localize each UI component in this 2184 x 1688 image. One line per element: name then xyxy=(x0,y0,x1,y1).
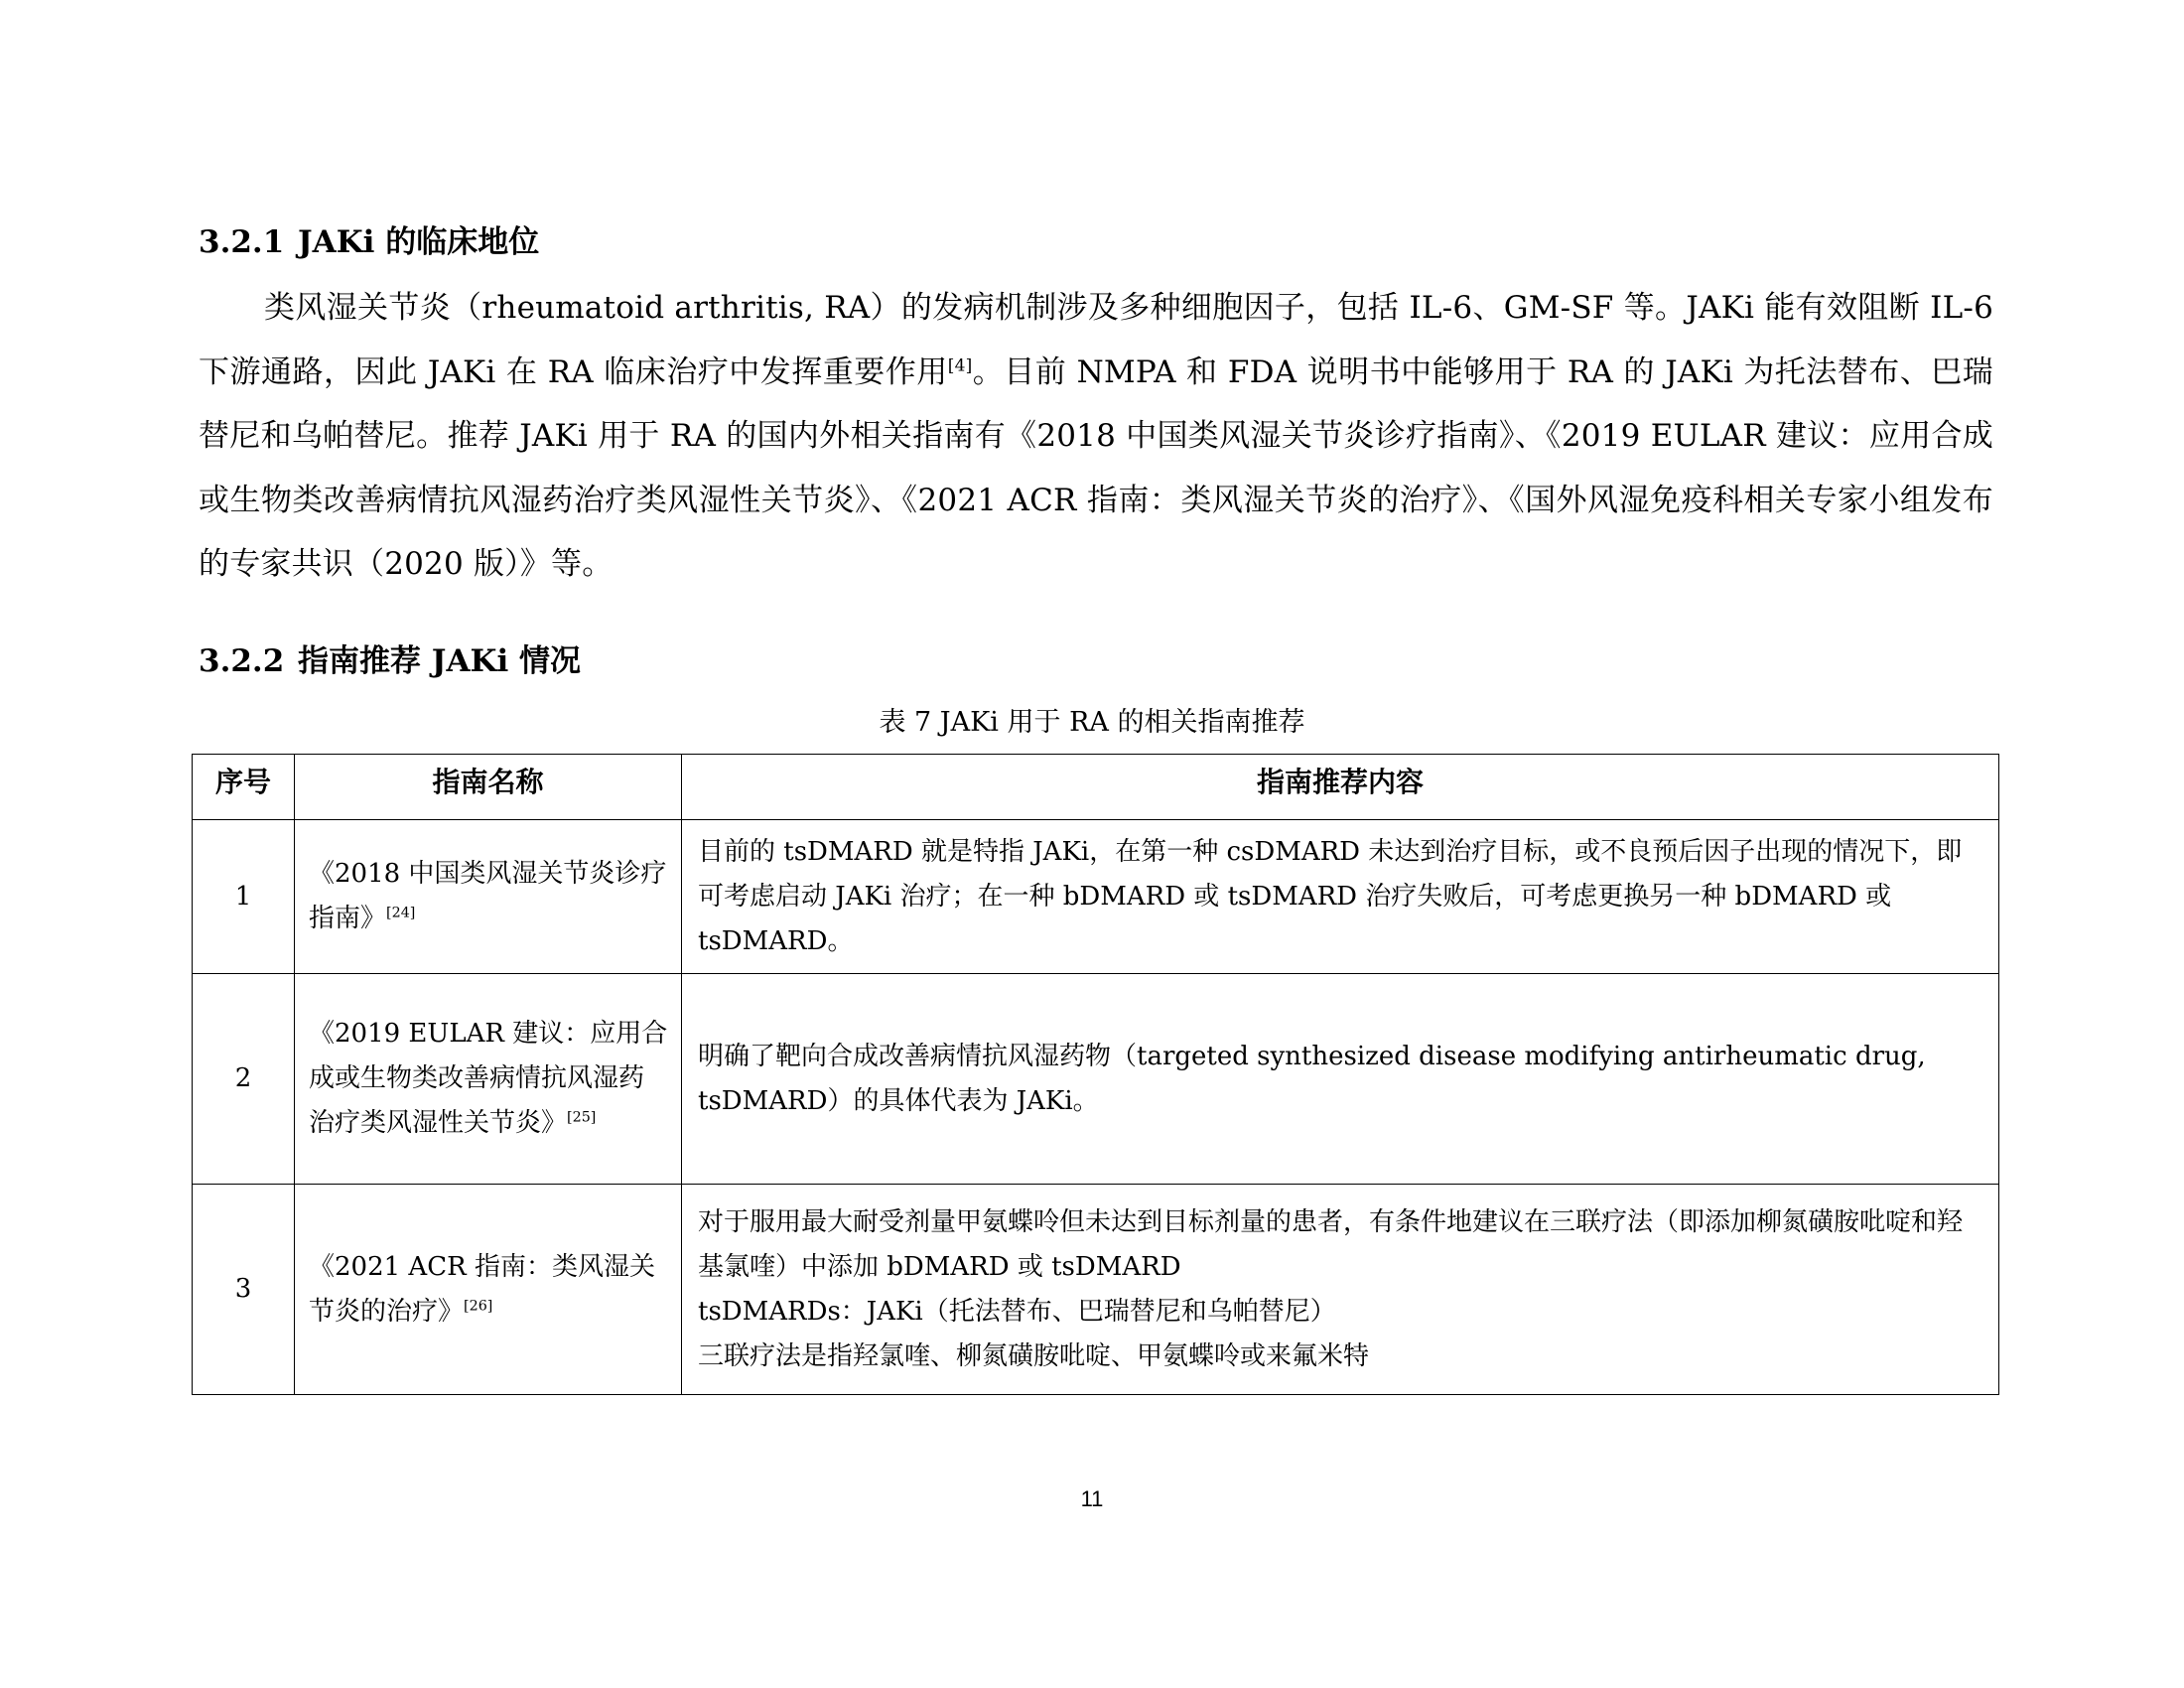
paragraph-text: 类风湿关节炎（rheumatoid arthritis, RA）的发病机制涉及多种细胞因子，包括 IL-6、GM-SF 等。JAKi 能有效阻断 IL-6 下游通路，因此 JAKi 在 RA 临床治疗中发挥重要作用 xyxy=(199,290,1993,390)
guideline-content xyxy=(682,820,1999,974)
content-line: 对于服用最大耐受剂量甲氨蝶呤但未达到目标剂量的患者，有条件地建议在三联疗法（即添加柳氮磺胺吡啶和羟基氯喹）中添加 bDMARD 或 tsDMARD xyxy=(698,1206,1964,1282)
section-title: JAKi 的临床地位 xyxy=(298,224,540,260)
row-index: 3 xyxy=(193,1185,295,1395)
table-row xyxy=(193,820,1999,974)
citation-ref: [26] xyxy=(464,1297,493,1314)
guideline-name-text: 《2021 ACR 指南：类风湿关节炎的治疗》 xyxy=(309,1251,655,1327)
guideline-content xyxy=(682,974,1999,1185)
citation-ref: [25] xyxy=(567,1109,597,1126)
column-header-name: 指南名称 xyxy=(295,755,682,820)
table-row xyxy=(193,1185,1999,1395)
column-header-index: 序号 xyxy=(193,755,295,820)
table-caption: 表 7 JAKi 用于 RA 的相关指南推荐 xyxy=(879,707,1305,738)
guideline-content xyxy=(682,1185,1999,1395)
content-line: tsDMARDs：JAKi（托法替布、巴瑞替尼和乌帕替尼） xyxy=(698,1296,1336,1327)
paragraph-text: 。目前 NMPA 和 FDA 说明书中能够用于 RA 的 JAKi 为托法替布、巴瑞替尼和乌帕替尼。推荐 JAKi 用于 RA 的国内外相关指南有《2018 中国类风湿关节炎诊疗指南》、《2019 EULAR 建议：应用合成或生物类改善病情抗风湿药治疗类风湿性关节炎》、《2021 ACR 指南：类风湿关节炎的治疗》、《国外风湿免疫科相关专家小组发布的专家共识（2020 版）》等。 xyxy=(199,353,1993,582)
guideline-name xyxy=(295,820,682,974)
row-index: 2 xyxy=(193,974,295,1185)
guideline-table xyxy=(192,754,1999,1395)
section-number: 3.2.1 xyxy=(199,224,285,260)
column-header-content: 指南推荐内容 xyxy=(682,755,1999,820)
section-number: 3.2.2 xyxy=(199,643,285,679)
content-line: 明确了靶向合成改善病情抗风湿药物（targeted synthesized disease modifying antirheumatic drug, tsDMARD）的具体代表为 JAKi。 xyxy=(698,1041,1926,1116)
guideline-name-text: 《2019 EULAR 建议：应用合成或生物类改善病情抗风湿药治疗类风湿性关节炎》 xyxy=(309,1019,668,1138)
row-index: 1 xyxy=(193,820,295,974)
content-line: 三联疗法是指羟氯喹、柳氮磺胺吡啶、甲氨蝶呤或来氟米特 xyxy=(698,1340,1370,1371)
content-line: 目前的 tsDMARD 就是特指 JAKi，在第一种 csDMARD 未达到治疗目标，或不良预后因子出现的情况下，即可考虑启动 JAKi 治疗；在一种 bDMARD 或 tsDMARD 治疗失败后，可考虑更换另一种 bDMARD 或 tsDMARD。 xyxy=(698,836,1963,956)
body-paragraph xyxy=(199,276,1993,597)
section-title: 指南推荐 JAKi 情况 xyxy=(298,643,582,679)
guideline-name xyxy=(295,974,682,1185)
citation-ref: [4] xyxy=(947,355,973,376)
section-heading-3-2-2 xyxy=(199,635,581,680)
page-number: 11 xyxy=(1080,1486,1104,1511)
guideline-name xyxy=(295,1185,682,1395)
citation-ref: [24] xyxy=(386,905,416,921)
section-heading-3-2-1 xyxy=(199,216,539,261)
table-row xyxy=(193,974,1999,1185)
guideline-name-text: 《2018 中国类风湿关节炎诊疗指南》 xyxy=(309,859,667,933)
table-header-row xyxy=(193,755,1999,820)
